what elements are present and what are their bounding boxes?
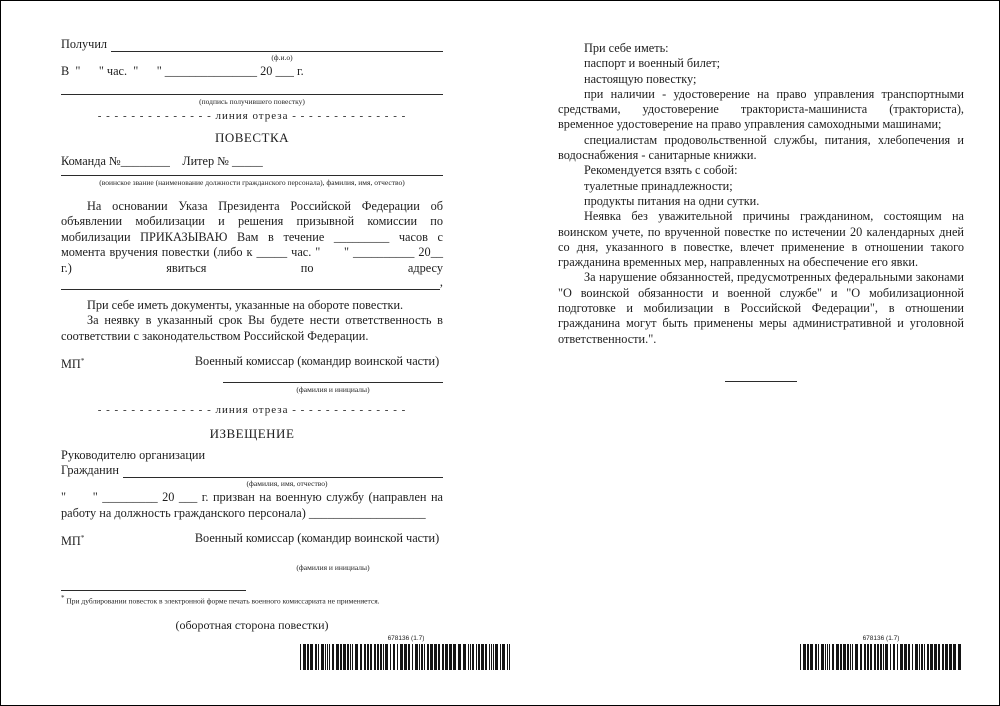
signature-caption: (подпись получившего повестку) bbox=[199, 96, 305, 106]
address-blank-line bbox=[61, 289, 440, 290]
team-line: Команда №________ Литер № _____ bbox=[61, 153, 263, 168]
citizen-row bbox=[61, 463, 443, 478]
back-side-paragraph: настоящую повестку; bbox=[584, 71, 697, 86]
commissar-sign-line-1 bbox=[223, 382, 443, 383]
back-side-paragraph: При себе иметь: bbox=[584, 41, 669, 55]
stamp-asterisk-2: * bbox=[80, 534, 85, 543]
footnote-block bbox=[61, 590, 443, 607]
barcode-right bbox=[798, 635, 964, 670]
citizen-caption: (фамилия, имя, отчество) bbox=[246, 479, 328, 489]
barcode-left-bars bbox=[299, 644, 513, 670]
order-paragraph: На основании Указа Президента Российской Федерации об объявлении мобилизации и решения призывной комиссии по мобилизации ПРИКАЗЫВАЮ Вам в течение _________ часов с момента вручения повестки (либо к _____ час. " " __________ 20__ г.) явиться по адресу bbox=[61, 199, 447, 275]
back-side-column bbox=[558, 41, 964, 382]
back-side-text bbox=[558, 41, 964, 347]
notice-title: ИЗВЕЩЕНИЕ bbox=[209, 426, 295, 442]
citizen-blank-line bbox=[123, 477, 443, 478]
back-side-paragraph: Неявка без уважительной причины гражданином, состоящим на воинском учете, по врученной повестке по истечении 20 календарных дней со дня, указанного в повестке, влечет применение в отношении такого гражданина временных мер, направленных на обеспечение его явки. bbox=[558, 209, 964, 270]
barcode-left-label: 678136 (1.7) bbox=[387, 635, 425, 642]
org-head-label: Руководителю организации bbox=[61, 447, 206, 462]
docs-paragraph: При себе иметь документы, указанные на обороте повестки. bbox=[87, 298, 404, 313]
back-side-paragraph: Рекомендуется взять с собой: bbox=[584, 163, 738, 178]
barcode-right-label: 678136 (1.7) bbox=[862, 635, 900, 642]
stamp-signature-block-1 bbox=[61, 354, 443, 393]
footnote-mark: * bbox=[61, 593, 65, 602]
back-side-paragraph: паспорт и военный билет; bbox=[584, 56, 721, 71]
front-side-column bbox=[61, 37, 447, 633]
back-side-paragraph: при наличии - удостоверение на право управления транспортными средствами, удостоверение тракториста-машиниста (тракториста), временное удостоверение на право управления самоходными машинами; bbox=[558, 86, 964, 132]
barcode-right-bars bbox=[798, 644, 964, 670]
received-blank-line bbox=[111, 51, 443, 52]
back-side-paragraph: специалистам продовольственной службы, питания, хлебопечения и водоснабжения - санитарные книжки. bbox=[558, 132, 964, 163]
summons-title: ПОВЕСТКА bbox=[214, 130, 290, 146]
stamp-signature-block-2 bbox=[61, 531, 443, 571]
footnote-text: * При дублировании повесток в электронной форме печать военного комиссариата не применяется. bbox=[61, 593, 380, 606]
warning-paragraph: За неявку в указанный срок Вы будете нести ответственность в соответствии с законодательством Российской Федерации. bbox=[61, 313, 443, 343]
commissar-label-2: Военный комиссар (командир воинской части) bbox=[194, 531, 440, 546]
rank-rule bbox=[61, 175, 443, 176]
stamp-asterisk-1: * bbox=[80, 357, 85, 366]
cut-line-2: - - - - - - - - - - - - - - линия отреза - - - - - - - - - - - - - - bbox=[97, 403, 407, 416]
cut-line-1: - - - - - - - - - - - - - - линия отреза - - - - - - - - - - - - - - bbox=[97, 109, 407, 122]
stamp-label-1: МП* bbox=[61, 357, 85, 372]
rank-caption: (воинское звание (наименование должности гражданского персонала), фамилия, имя, отчество) bbox=[99, 178, 405, 188]
datetime-line: В " " час. " " _______________ 20 ___ г. bbox=[61, 64, 304, 79]
commissar-sign-block-1 bbox=[191, 354, 443, 393]
back-side-sign-line bbox=[725, 381, 797, 382]
back-side-paragraph: туалетные принадлежности; bbox=[584, 178, 733, 193]
received-label: Получил bbox=[61, 37, 108, 51]
stamp-label-2: МП* bbox=[61, 534, 85, 549]
back-side-paragraph: продукты питания на одни сутки. bbox=[584, 193, 760, 208]
address-blank-row bbox=[61, 276, 443, 290]
barcode-left bbox=[299, 635, 513, 670]
name-caption-1: (фамилия и инициалы) bbox=[296, 384, 370, 394]
fio-caption: (ф.и.о) bbox=[271, 53, 293, 63]
signature-rule bbox=[61, 94, 443, 95]
notice-paragraph: " " _________ 20 ___ г. призван на военную службу (направлен на работу на должность гражданского персонала) ___________________ bbox=[61, 490, 447, 520]
commissar-label-1: Военный комиссар (командир воинской части) bbox=[194, 354, 440, 369]
name-caption-2: (фамилия и инициалы) bbox=[296, 562, 370, 572]
address-line-end: , bbox=[439, 274, 443, 289]
footnote-rule bbox=[61, 590, 246, 591]
back-side-paragraph: За нарушение обязанностей, предусмотренных федеральными законами "О воинской обязанности и военной службе" и "О мобилизационной подготовке и мобилизации в Российской Федерации", в отношении гражданина могут быть применены меры административной и уголовной ответственности.". bbox=[558, 270, 964, 346]
received-row bbox=[61, 37, 443, 52]
citizen-label: Гражданин bbox=[61, 462, 119, 477]
commissar-sign-block-2 bbox=[191, 531, 443, 571]
reverse-side-caption: (оборотная сторона повестки) bbox=[175, 618, 329, 633]
